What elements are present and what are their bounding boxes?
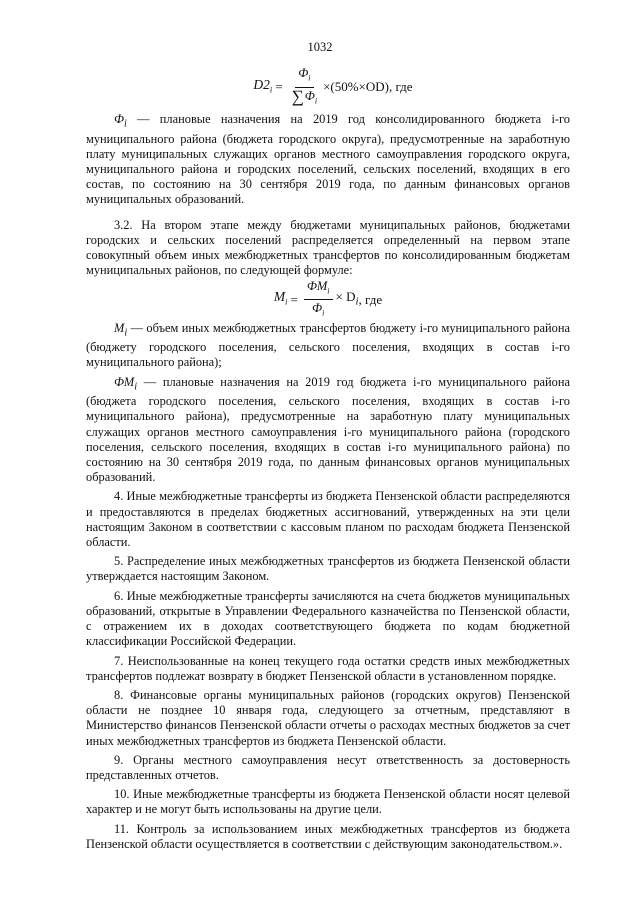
formula-m-equals: = — [290, 291, 298, 307]
page-number: 1032 — [307, 40, 333, 54]
document-body — [86, 66, 570, 856]
definition-phi-term — [114, 112, 127, 130]
formula-d2-lhs-symbol: D2 — [253, 76, 270, 92]
definition-phi-index: i — [123, 118, 127, 130]
formula-m-multiplier-symbol: × D — [335, 289, 356, 305]
formula-d2-denominator-index: i — [314, 96, 318, 105]
paragraph-9: 9. Органы местного самоуправления несут ответственность за достоверность представленных отчетов. — [86, 752, 570, 782]
definition-fm — [86, 375, 570, 486]
paragraph-8: 8. Финансовые органы муниципальных районов (городских округов) Пензенской области не позднее 10 января года, следующего за отчетным, представляют в Министерство финансов Пензенской области отчеты о расходах местных бюджетов за счет иных межбюджетных трансфертов из бюджета Пензенской области. — [86, 687, 570, 748]
definition-m-term — [114, 320, 128, 338]
formula-d2-denominator — [289, 88, 320, 109]
formula-d2 — [86, 66, 570, 108]
formula-m — [86, 278, 570, 318]
formula-d2-fraction — [289, 66, 320, 108]
formula-m-denominator-index: i — [322, 308, 325, 318]
formula-d2-lhs — [253, 77, 272, 98]
formula-d2-equals: = — [275, 79, 283, 95]
definition-m-index: i — [124, 326, 128, 338]
sum-sigma-icon: ∑ — [291, 86, 304, 106]
definition-fm-term — [114, 374, 138, 393]
formula-m-numerator-symbol: ФМ — [306, 278, 328, 293]
definition-fm-symbol: ФМ — [114, 374, 135, 389]
definition-m-symbol: M — [114, 320, 125, 335]
paragraph-11: 11. Контроль за использованием иных межбюджетных трансфертов из бюджета Пензенской области осуществляется в соответствии с действующим законодательством.». — [86, 821, 570, 851]
paragraph-6: 6. Иные межбюджетные трансферты зачисляются на счета бюджетов муниципальных образований, открытые в Управлении Федерального казначейства по Пензенской области, с отражением их в доходах соответствующего бюджета по кодам бюджетной классификации Российской Федерации. — [86, 588, 570, 649]
formula-m-suffix: , где — [358, 291, 383, 307]
paragraph-7: 7. Неиспользованные на конец текущего года остатки средств иных межбюджетных трансфертов подлежат возврату в бюджет Пензенской области в установленном порядке. — [86, 653, 570, 683]
paragraph-3-2: 3.2. На втором этапе между бюджетами муниципальных районов, бюджетами городских и сельских поселений распределяется определенный на первом этапе совокупный объем иных межбюджетных трансфертов по консолидированным бюджетам муниципальных районов, по следующей формуле: — [86, 217, 570, 278]
definition-phi-symbol: Ф — [114, 112, 124, 126]
definition-fm-index: i — [134, 381, 138, 393]
paragraph-10: 10. Иные межбюджетные трансферты из бюджета Пензенской области носят целевой характер и не могут быть использованы на другие цели. — [86, 787, 570, 817]
formula-d2-lhs-index: i — [269, 84, 273, 95]
formula-d2-numerator-symbol: Ф — [298, 66, 309, 80]
formula-m-denominator-symbol: Ф — [312, 301, 323, 315]
formula-d2-denominator-symbol: Ф — [304, 88, 315, 103]
formula-m-numerator-index: i — [327, 286, 330, 295]
definition-m-text: — объем иных межбюджетных трансфертов бюджету i-го муниципального района (бюджету городского поселения, сельского поселения, входящих в состав i-го муниципального района); — [86, 320, 570, 370]
definition-fm-text: — плановые назначения на 2019 год бюджета i-го муниципального района (бюджета городского поселения, сельского поселения, входящих в состав i-го муниципального района), предусмотренные на заработную плату муниципальных служащих органов местного самоуправления i-го муниципального района (городского поселения, сельского поселения, входящих в состав i-го муниципального района) по состоянию на 30 сентября 2019 года, по данным финансовых органов муниципальных образований. — [86, 374, 570, 485]
formula-m-numerator — [304, 279, 333, 301]
formula-m-denominator — [309, 300, 327, 321]
formula-m-multiplier-index: i — [355, 295, 359, 308]
formula-d2-multiplier: ×(50%×ОD) — [323, 79, 389, 95]
formula-m-lhs-symbol: M — [273, 289, 286, 305]
formula-d2-suffix: , где — [389, 79, 413, 95]
formula-d2-numerator — [295, 66, 313, 88]
formula-m-fraction — [304, 279, 333, 321]
definition-phi — [86, 112, 570, 208]
definition-phi-text: — плановые назначения на 2019 год консолидированного бюджета i-го муниципального района (бюджета городского округа), предусмотренные на заработную плату муниципальных служащих органов местного самоуправления городского округа, муниципального района и городских поселений, сельских поселений, входящих в его состав, по состоянию на 30 сентября 2019 года, по данным финансовых органов муниципальных образований. — [86, 112, 570, 207]
formula-m-multiplier — [336, 289, 359, 310]
formula-d2-numerator-index: i — [308, 73, 311, 83]
paragraph-5: 5. Распределение иных межбюджетных трансфертов из бюджета Пензенской области утверждается настоящим Законом. — [86, 554, 570, 584]
formula-m-lhs — [274, 289, 288, 310]
paragraph-4: 4. Иные межбюджетные трансферты из бюджета Пензенской области распределяются и предоставляются в пределах бюджетных ассигнований, утвержденных на эти цели настоящим Законом в соответствии с кассовым планом по расходам бюджета Пензенской области. — [86, 489, 570, 550]
formula-m-lhs-index: i — [285, 296, 288, 307]
definition-m — [86, 321, 570, 371]
